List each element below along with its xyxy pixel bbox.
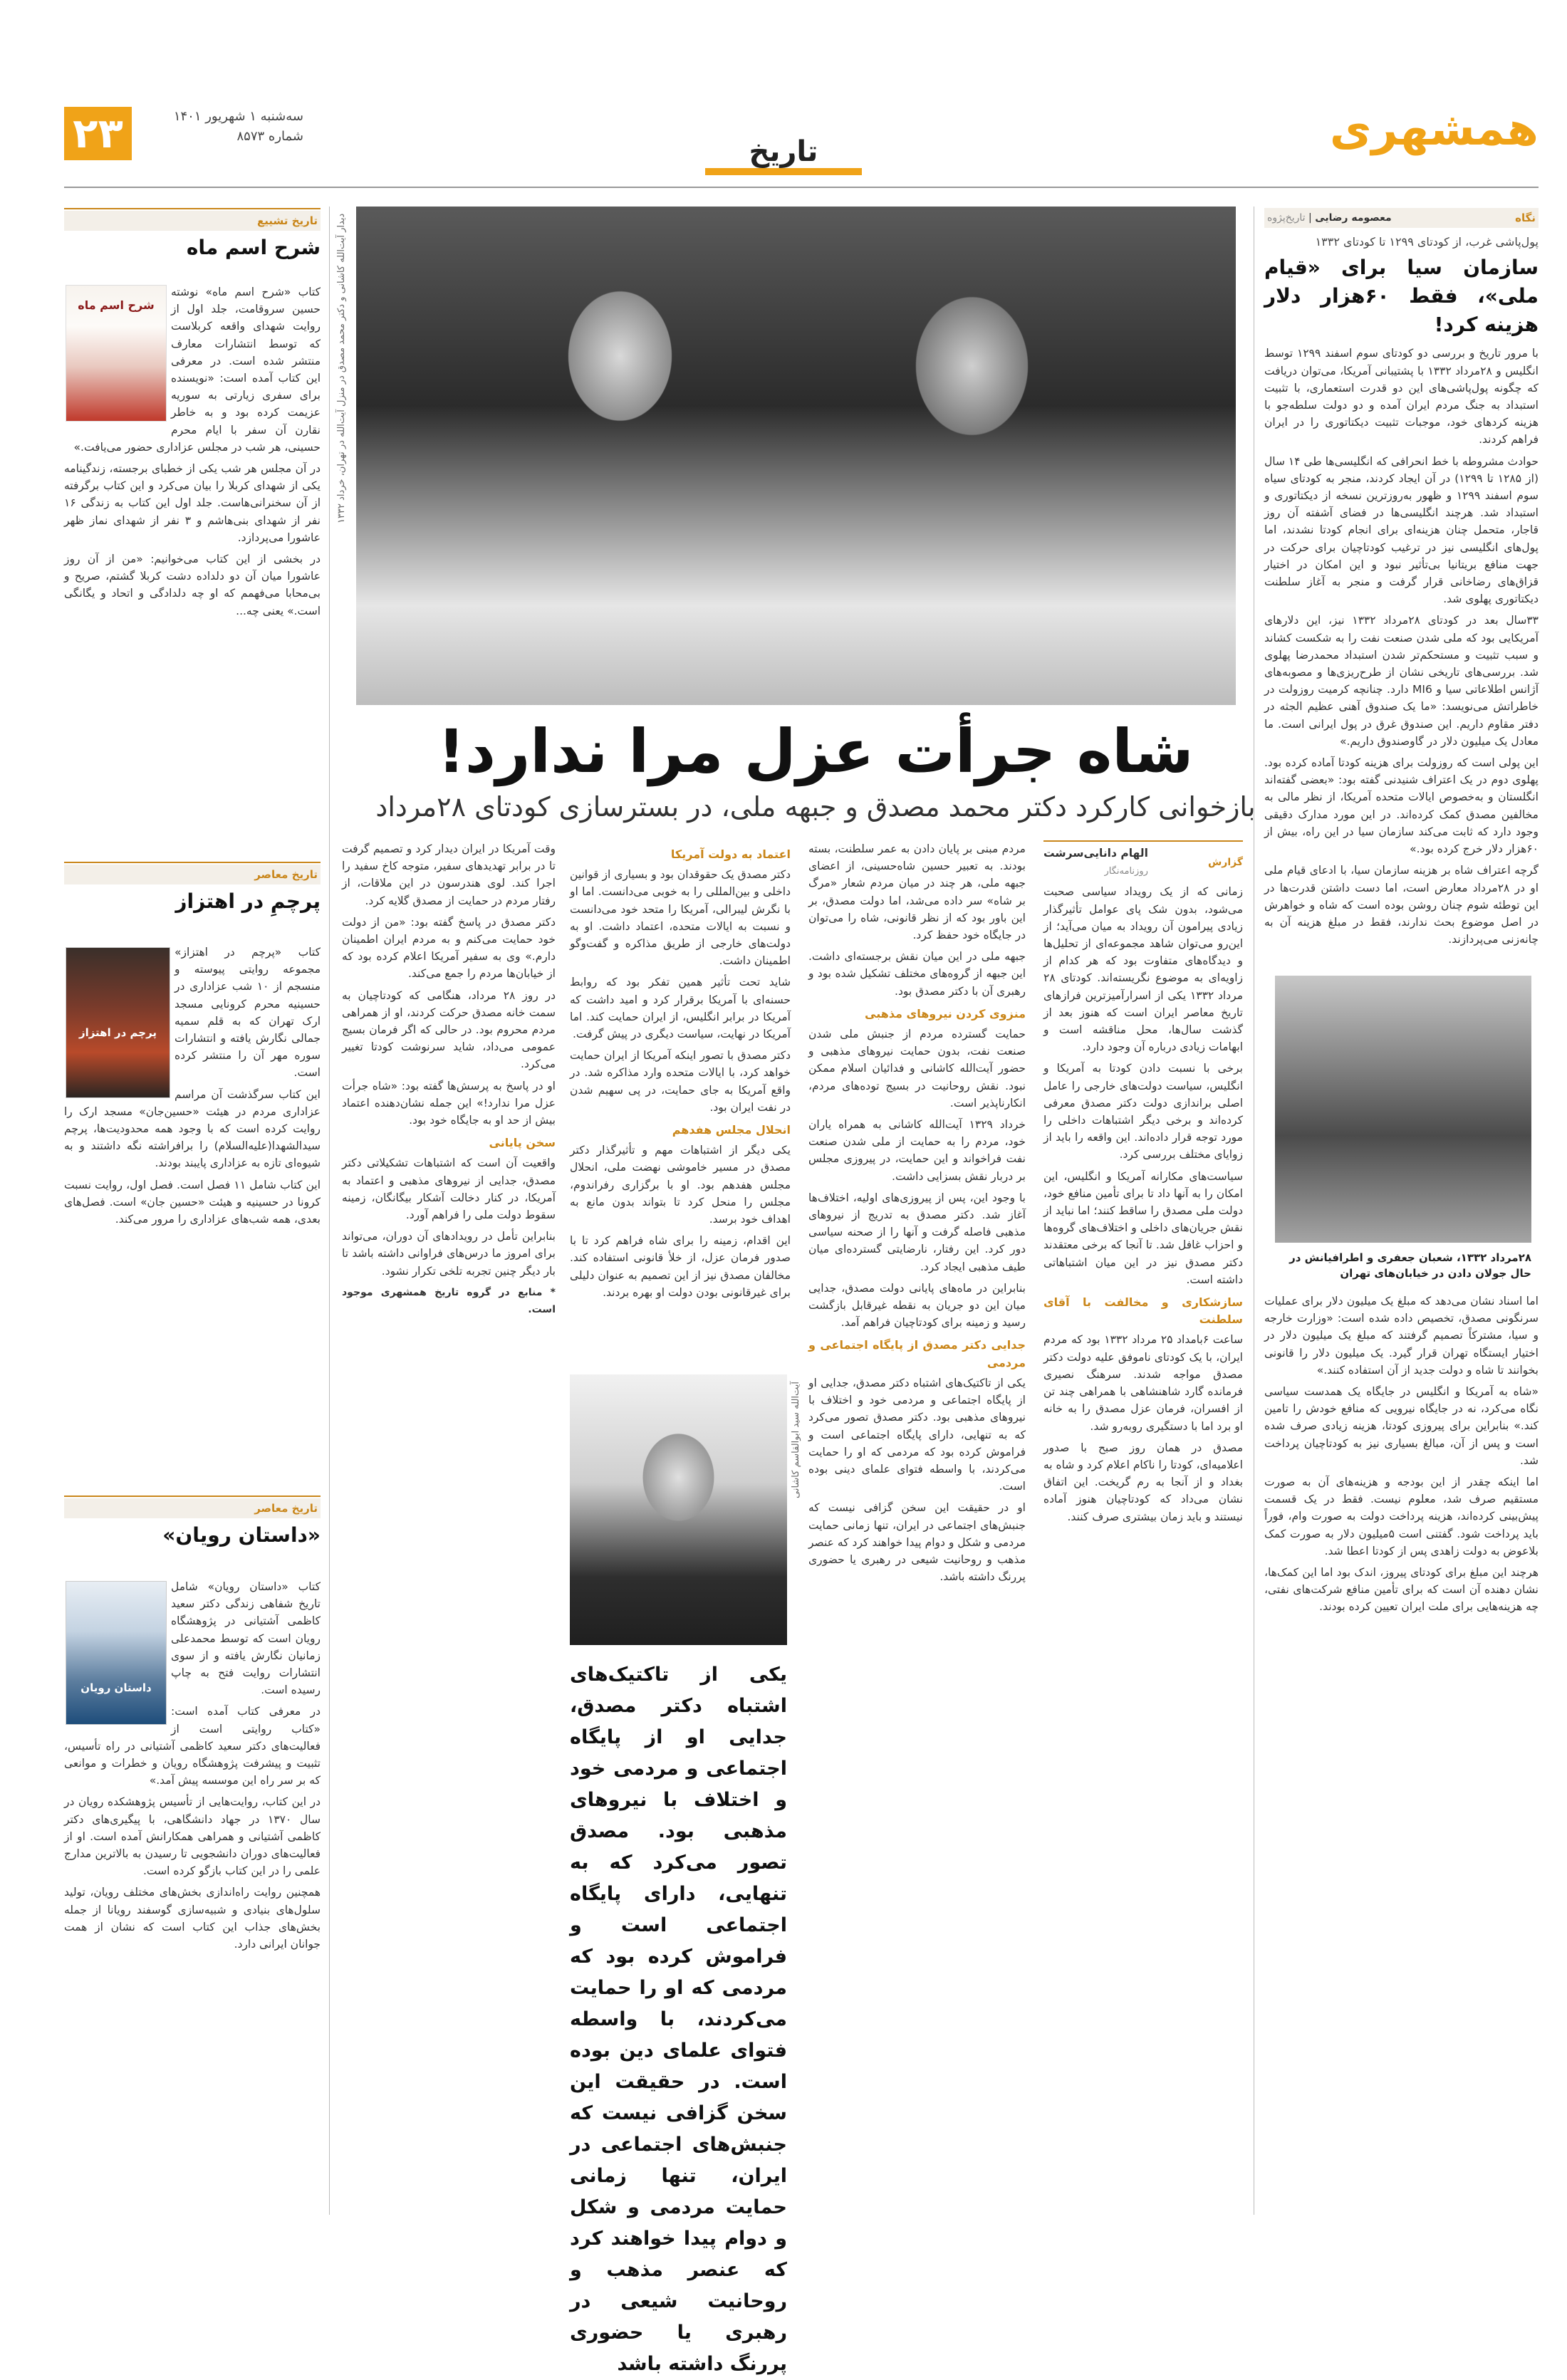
street-photo [1275, 976, 1531, 1243]
paragraph: سیاست‌های مکارانه آمریکا و انگلیس، این امکان را به آنها داد تا برای تأمین منافع خود، دولت ملی مصدق را ساقط کنند؛ اما نباید از نقش جریان‌های داخلی و اختلاف‌های گروه‌ها و احزاب غافل شد. تا آنجا که برخی معتقدند دکتر مصدق نیز در این میان اشتباهاتی داشته است. [1043, 1169, 1243, 1286]
rubric: تاریخ معاصر [64, 1498, 321, 1518]
subheading: منزوی کردن نیروهای مذهبی [865, 1006, 1026, 1021]
article-column-4 [342, 840, 556, 1322]
paragraph: در آن مجلس هر شب یکی از خطبای برجسته، زندگینامه یکی از شهدای کربلا را بیان می‌کرد و این کتاب برگرفته از آن سخنرانی‌هاست. جلد اول این کتاب به زندگی ۱۶ نفر از شهدای بنی‌هاشم و ۳ نفر از شهدای نماز ظهر عاشورا می‌پردازد. [64, 462, 321, 544]
paragraph: دکتر مصدق در پاسخ گفته بود: «من از دولت خود حمایت می‌کنم و به مردم ایران اطمینان دارم.» وی به سفیر آمریکا اعلام کرده بود که از خیابان‌ها مردم را جمع می‌کند. [342, 915, 556, 981]
main-headline: شاه جرأت عزل مرا ندارد! [437, 716, 1194, 786]
rubric: تاریخ تشییع [64, 211, 321, 231]
book-review [64, 1498, 321, 1555]
article-rubric: گزارش [1207, 857, 1243, 869]
headline: سازمان سیا برای «قیام ملی»، فقط ۶۰هزار دلار هزینه کرد! [1264, 256, 1539, 337]
article-meta [1264, 208, 1539, 228]
column-divider [329, 207, 330, 2215]
box-border [64, 1496, 321, 1497]
cover-title: شرح اسم ماه [78, 298, 155, 312]
paragraph: همچنین روایت راه‌اندازی بخش‌های مختلف رویان، تولید سلول‌های بنیادی و شبیه‌سازی گوسفند رویانا از جمله بخش‌های جذاب این کتاب است که نشان از همت جوانان ایرانی دارد. [64, 1886, 321, 1951]
page-number: ۲۳ [64, 107, 132, 160]
byline [1043, 845, 1148, 880]
footnote: * منابع در گروه تاریخ همشهری موجود است. [342, 1286, 556, 1316]
paragraph: مصدق در همان روز صبح با صدور اعلامیه‌ای، کودتا را ناکام اعلام کرد و شاه به بغداد و از آنجا به رم گریخت. این اتفاق نشان می‌داد که کودتاچیان هنوز آماده نیستند و باید زمان بیشتری صرف کنند. [1043, 1441, 1243, 1523]
paragraph: واقعیت آن است که اشتباهات تشکیلاتی دکتر مصدق، جدایی از نیروهای مذهبی و اعتماد به آمریکا، در کنار دخالت آشکار بیگانگان، زمینه سقوط دولت ملی را فراهم آورد. [342, 1157, 556, 1222]
paragraph: هرچند این مبلغ برای کودتای پیروز، اندک بود اما این کمک‌ها، نشان دهنده آن است که برای تأمین منافع شرکت‌های نفتی، چه هزینه‌هایی برای ملت ایران تعیین کرده بودند. [1264, 1566, 1539, 1614]
book-title: «داستان رویان» [162, 1523, 321, 1547]
paragraph: در این کتاب، روایت‌هایی از تأسیس پژوهشکده رویان در سال ۱۳۷۰ در جهاد دانشگاهی، با پیگیری‌های دکتر کاظمی آشتیانی و همراهی همکارانش آمده است. او از فعالیت‌های دوران دانشجویی تا رسیدن به بالاترین مدارج علمی را در این کتاب بازگو کرده است. [64, 1795, 321, 1878]
author: الهام دانایی‌سرشت [1043, 847, 1148, 860]
book-text [64, 283, 321, 624]
main-photo-caption: دیدار آیت‌الله کاشانی و دکتر محمد مصدق در منزل آیت‌الله در تهران، خرداد ۱۳۳۲ [336, 214, 347, 524]
right-column-continued [1264, 1293, 1539, 1620]
rubric: نگاه [1515, 212, 1536, 224]
paragraph: ساعت ۶بامداد ۲۵ مرداد ۱۳۳۲ بود که مردم ایران، با یک کودتای ناموفق علیه دولت دکتر مصدق مواجه شدند. سرهنگ نصیری فرمانده گارد شاهنشاهی با همراهی چند تن از افسران، فرمان عزل مصدق را به خانه او برد اما با دستگیری روبه‌رو شد. [1043, 1333, 1243, 1433]
paragraph: وقت آمریکا در ایران دیدار کرد و تصمیم گرفت تا در برابر تهدیدهای سفیر، متوجه کاخ سفید را اجرا کند. لوی هندرسون در این ملاقات، از رفتار مردم در حمایت از مصدق گلایه کرد. [342, 842, 556, 907]
kicker: پول‌پاشی غرب، از کودتای ۱۲۹۹ تا کودتای ۱۳۳۲ [1315, 235, 1539, 249]
logo [1329, 50, 1539, 157]
paragraph: حمایت گسترده مردم از جنبش ملی شدن صنعت نفت، بدون حمایت نیروهای مذهبی و حضور آیت‌الله کاشانی و فدائیان اسلام ممکن نبود. نقش روحانیت در بسیج توده‌های مردم، انکارناپذیر است. [808, 1028, 1026, 1110]
rubric: تاریخ معاصر [64, 865, 321, 884]
paragraph: در روز ۲۸ مرداد، هنگامی که کودتاچیان به سمت خانه مصدق حرکت کردند، او از همراهی مردم محروم بود. در حالی که اگر فرمان بسیج عمومی می‌داد، شاید سرنوشت کودتا تغییر می‌کرد. [342, 988, 556, 1071]
paragraph: دکتر مصدق با تصور اینکه آمریکا از ایران حمایت خواهد کرد، با ایالات متحده وارد مذاکره شد. در واقع آمریکا به جای حمایت، در پی سهیم شدن در نفت ایران بود. [570, 1049, 791, 1114]
author-role: روزنامه‌نگار [1104, 866, 1148, 877]
book-review [64, 865, 321, 922]
book-text [64, 1578, 321, 1957]
main-subheadline: بازخوانی کارکرد دکتر محمد مصدق و جبهه ملی، در بسترسازی کودتای ۲۸مرداد [375, 791, 1256, 823]
paragraph: ۳۳سال بعد در کودتای ۲۸مرداد ۱۳۳۲ نیز، این دلارهای آمریکایی بود که ملی شدن صنعت نفت را به شکست کشاند و سبب تثبیت و مستحکم‌تر شدن استبداد محمدرضا پهلوی شد. بررسی‌های تاریخی نشان از طرح‌ریزی‌ها و مصوبه‌های آژانس اطلاعاتی سیا و MI6 دارد. چنانچه کرمیت روزولت در خاطراتش می‌نویسد: «ما یک صندوق آهنی عظیم الجثه در دفتر مقاوم داریم. این صندوق غرق در پول ایرانی است. ما معادل یک میلیون دلار در گاوصندوق داریم.» [1264, 614, 1539, 748]
subheading: جدایی دکتر مصدق از پایگاه اجتماعی و مردمی [808, 1338, 1026, 1369]
paragraph: کتاب «داستان رویان» شامل تاریخ شفاهی زندگی دکتر سعید کاظمی آشتیانی در پژوهشگاه رویان است که توسط محمدعلی زمانیان نگارش یافته و از سوی انتشارات روایت فتح به چاپ رسیده است. [171, 1580, 321, 1697]
logo-text: همشهری [1329, 103, 1539, 156]
paragraph: با وجود این، پس از پیروزی‌های اولیه، اختلاف‌ها آغاز شد. دکتر مصدق به تدریج از نیروهای مذهبی فاصله گرفت و آنها را از صحنه سیاسی دور کرد. این رفتار، نارضایتی گسترده‌ای میان طیف مذهبی ایجاد کرد. [808, 1191, 1026, 1273]
article-column-3 [570, 840, 791, 1305]
paragraph: حوادث مشروطه با خط انحرافی که انگلیسی‌ها طی ۱۴ سال (از ۱۲۸۵ تا ۱۲۹۹) در آن ایجاد کردند، منجر به کودتای سیاه سوم اسفند ۱۲۹۹ و ظهور به‌روزترین نسخه از دیکتاتوری و استبداد شد. هرچند انگلیسی‌ها در فضای آشفته آن روز قاجار، متحمل چنان هزینه‌ای برای انجام کودتا نشدند، اما پول‌های انگلیسی نیز در ترغیب کودتاچیان برای حرکت در جهت منافع بریتانیا بی‌تأثیر نبود و این امکان در اختیار قزاق‌های رضاخانی قرار گرفت و منجر به آغاز سلطنت دیکتاتوری پهلوی شد. [1264, 454, 1539, 606]
right-column [1264, 208, 1539, 952]
main-photo [356, 207, 1236, 705]
paragraph: جبهه ملی در این میان نقش برجسته‌ای داشت. این جبهه از گروه‌های مختلف تشکیل شده بود و رهبری آن با دکتر مصدق بود. [808, 950, 1026, 998]
box-border [64, 208, 321, 209]
cover-spacer [64, 1578, 171, 1724]
photo-caption: ۲۸مرداد ۱۳۳۲، شعبان جعفری و اطرافیانش در حال جولان دادن در خیابان‌های تهران [1289, 1251, 1531, 1280]
paragraph: گرچه اعتراف شاه بر هزینه سازمان سیا، با ادعای قیام ملی او در ۲۸مرداد معارض است، اما دست داشتن قدرت‌ها در این توطئه شوم چنان روشن بوده است که شاه و خواهرش در اصل موضوع بحث ندارند، فقط در مبلغ هزینه آن به چانه‌زنی می‌پردازند. [1264, 864, 1539, 946]
paragraph: او در حقیقت این سخن گزافی نیست که جنبش‌های اجتماعی در ایران، تنها زمانی حمایت مردمی و شکل و دوام پیدا خواهند کرد که عنصر مذهب و روحانیت شیعی در رهبری یا حضوری پررنگ داشته باشد. [808, 1501, 1026, 1584]
book-title: پرچمِ در اهتزاز [175, 889, 321, 914]
byline-box [1043, 840, 1243, 883]
paragraph: این کتاب شامل ۱۱ فصل است. فصل اول، روایت نسبت کرونا در حسینیه و هیئت «حسین جان» است. فصل‌های بعدی، همه شب‌های عزاداری را مرور می‌کند. [64, 1178, 321, 1226]
paragraph: کتاب «پرچم در اهتزاز» مجموعه روایتی پیوسته و منسجم از ۱۰ شب عزاداری در حسینیه محرم کرونایی مسجد ارک تهران که به قلم سمیه جمالی نگارش یافته و انتشارات سوره مهر آن را منتشر کرده است. [175, 946, 321, 1080]
paragraph: برخی با نسبت دادن کودتا به آمریکا و انگلیس، سیاست دولت‌های خارجی را عامل اصلی براندازی دولت دکتر مصدق معرفی کرده‌اند و برخی دیگر اشتباهات داخلی را مورد توجه قرار داده‌اند. این واقعه را باید از زوایای مختلف بررسی کرد. [1043, 1062, 1243, 1162]
date-block [140, 107, 303, 147]
cover-title: داستان رویان [80, 1681, 152, 1694]
paragraph: شاید تحت تأثیر همین تفکر بود که روابط حسنه‌ای با آمریکا برقرار کرد و امید داشت که آمریکا در برابر انگلیس، از ایران حمایت کند. اما آمریکا در نهایت، سیاست دیگری در پیش گرفت. [570, 976, 791, 1041]
section-title: تاریخ [749, 135, 818, 168]
paragraph: دکتر مصدق یک حقوقدان بود و بسیاری از قوانین داخلی و بین‌المللی را به خوبی می‌دانست. اما او با نگرش لیبرالی، آمریکا را متحد خود می‌دانست و نسبت به ایالات متحده، اعتماد داشت. او به دولت‌های خارجی از طریق مذاکره و گفت‌وگو اطمینان داشت. [570, 868, 791, 968]
subheading: سازشکاری و مخالفت با آقای سلطنت [1043, 1295, 1243, 1327]
masthead-divider [64, 187, 1539, 188]
paragraph: مردم مبنی بر پایان دادن به عمر سلطنت، بسته بودند. به تعبیر حسین شاه‌حسینی، از اعضای جبهه ملی، هر چند در میان مردم شعار «مرگ بر شاه» سر داده می‌شد، اما دولت مصدق، بر این باور بود که از نظر قانونی، شاه را می‌توان در جایگاه خود حفظ کرد. [808, 842, 1026, 942]
author-role: تاریخ‌پژوه [1267, 212, 1306, 224]
byline: معصومه رضایی | تاریخ‌پژوه [1267, 212, 1392, 224]
paragraph: اما اسناد نشان می‌دهد که مبلغ یک میلیون دلار برای عملیات سرنگونی مصدق، تخصیص داده شده است: «وزارت خارجه و سیا، مشترکاً تصمیم گرفتند که مبلغ یک میلیون دلار در اختیار ایستگاه تهران قرار گیرد. یک میلیون دلار را قانونی بخوانند تا شاه و دولت جدید از آن استفاده کنند.» [1264, 1295, 1539, 1377]
subheading: سخن پایانی [489, 1136, 556, 1150]
paragraph: این اقدام، زمینه را برای شاه فراهم کرد تا با صدور فرمان عزل، از خلأ قانونی استفاده کند. مخالفان مصدق نیز از این تصمیم به عنوان دلیلی برای غیرقانونی بودن دولت او بهره بردند. [570, 1234, 791, 1299]
article-column-1 [1043, 840, 1243, 1530]
book-title: شرح اسم ماه [186, 236, 321, 260]
paragraph: کتاب «شرح اسم ماه» نوشته حسین سروقامت، جلد اول از روایت شهدای واقعه کربلاست که توسط انتشارات معارف منتشر شده است. در معرفی این کتاب آمده است: «نویسنده برای سفری زیارتی به سوریه عزیمت کرده بود و به خاطر نقارن آن سفر با ایام محرم حسینی، هر شب در مجلس عزاداری حضور می‌یافت.» [73, 286, 321, 454]
cover-title: پرچم در اهتزاز [78, 1026, 157, 1039]
box-border [64, 862, 321, 863]
paragraph: یکی از تاکتیک‌های اشتباه دکتر مصدق، جدایی او از پایگاه اجتماعی و مردمی خود و اختلاف با نیروهای مذهبی بود. دکتر مصدق تصور می‌کرد که به تنهایی، دارای پایگاه اجتماعی است و فراموش کرده بود که مردمی که او را حمایت می‌کردند، با واسطه فتوای علمای دینی بوده است. [808, 1376, 1026, 1493]
issue-date: سه‌شنبه ۱ شهریور ۱۴۰۱ [173, 109, 303, 124]
paragraph: بنابراین در ماه‌های پایانی دولت مصدق، جدایی میان این دو جریان به نقطه غیرقابل بازگشت رسید و زمینه برای کودتاچیان فراهم آمد. [808, 1281, 1026, 1330]
cover-spacer [64, 944, 175, 1097]
kashani-portrait [570, 1374, 787, 1645]
section-underline [705, 168, 862, 175]
subheading: اعتماد به دولت آمریکا [670, 847, 791, 861]
paragraph: در معرفی کتاب آمده است: «کتاب روایتی است از فعالیت‌های دکتر سعید کاظمی آشتیانی در راه تأسیس، تثبیت و پیشرفت پژوهشگاه رویان و خطرات و موانعی که بر سر راه این موسسه پیش آمد.» [64, 1705, 321, 1787]
article-column-2 [808, 840, 1026, 1590]
paragraph: خرداد ۱۳۲۹ آیت‌الله کاشانی به همراه یاران خود، مردم را به حمایت از ملی شدن صنعت نفت فراخواند و این حمایت، در پیروزی مجلس بر دربار نقش بسزایی داشت. [808, 1118, 1026, 1183]
paragraph: «شاه به آمریکا و انگلیس در جایگاه یک همدست سیاسی نگاه می‌کرد، نه در جایگاه نیرویی که منافع خودش را تامین کند.» بنابراین برای پیروزی کودتا، هزینه زیادی صرف شده است و پس از آن، مبالغ بسیاری نیز به کودتاچیان پرداخت شد. [1264, 1385, 1539, 1467]
author: معصومه رضایی [1315, 212, 1392, 224]
paragraph: زمانی که از یک رویداد سیاسی صحبت می‌شود، بدون شک پای عوامل تأثیرگذار زیادی پیرامون آن رویداد به میان می‌آید؛ از این‌رو می‌توان شاهد مجموعه‌ای از تحلیل‌ها و دیدگاه‌های متفاوت بود که هر کدام از زاویه‌ای به موضوع نگریسته‌اند. کودتای ۲۸ مرداد ۱۳۳۲ یکی از اسرارآمیزترین فرازهای تاریخ معاصر ایران است که هنوز بعد از گذشت سال‌ها، محل مناقشه است و ابهامات زیادی درباره آن وجود دارد. [1043, 885, 1243, 1054]
issue-number: شماره ۸۵۷۳ [236, 129, 303, 144]
portrait-caption: آیت‌الله سید ابوالقاسم کاشانی [791, 1382, 801, 1498]
pullquote: یکی از تاکتیک‌های اشتباه دکتر مصدق، جدایی او از پایگاه اجتماعی و مردمی خود و اختلاف با نیروهای مذهبی بود. مصدق تصور می‌کرد که به تنهایی، دارای پایگاه اجتماعی است و فراموش کرده بود که مردمی که او را حمایت می‌کردند، با واسطه فتوای علمای دین بوده است. در حقیقت این سخن گزافی نیست که جنبش‌های اجتماعی در ایران، تنها زمانی حمایت مردمی و شکل و دوام پیدا خواهند کرد که عنصر مذهب و روحانیت شیعی در رهبری یا حضوری پررنگ داشته باشد [570, 1664, 787, 2375]
subheading: انحلال مجلس هفدهم [672, 1123, 791, 1137]
paragraph: این پولی است که روزولت برای هزینه کودتا آماده کرده بود. پهلوی دوم در یک اعتراف شنیدنی گفته بود: «بعضی گفته‌اند انگلستان و به‌خصوص ایالات متحده آمریکا، از نظر مالی به مخالفین مصدق کمک کرده‌اند. در این مورد مدارک دقیقی وجود دارد که ثابت می‌کند سازمان سیا در این راه، بیش از ۶۰هزار دلار خرج کرده بود.» [1264, 756, 1539, 856]
paragraph: یکی دیگر از اشتباهات مهم و تأثیرگذار دکتر مصدق در مسیر خاموشی نهضت ملی، انحلال مجلس هفدهم بود. او با برگزاری رفراندوم، مجلس را منحل کرد تا بتواند بدون مانع به اهداف خود برسد. [570, 1144, 791, 1226]
paragraph: اما اینکه چقدر از این بودجه و هزینه‌های آن به صورت مستقیم صرف شد، معلوم نیست. فقط در یک قسمت پیش‌بینی کرده‌اند، هزینه پرداخت دولت به صورت وام، فوراً باید پرداخت شود. گفتنی است ۵میلیون دلار به صورت کمک بلاعوض به دولت زاهدی پس از کودتا اعطا شد. [1264, 1476, 1539, 1557]
paragraph: او در پاسخ به پرسش‌ها گفته بود: «شاه جرأت عزل مرا ندارد!» این جمله نشان‌دهنده اعتماد بیش از حد او به جایگاه خود بود. [342, 1079, 556, 1127]
paragraph: با مرور تاریخ و بررسی دو کودتای سوم اسفند ۱۲۹۹ توسط انگلیس و ۲۸مرداد ۱۳۳۲ با پشتیبانی آمریکا، می‌توان دریافت که چگونه پول‌پاشی‌های این دو قدرت استعماری، با تثبیت استبداد به جنگ مردم ایران آمده و دو دولت سلطه‌جو با هزینه کردهای خود، موجبات تثبیت دیکتاتوری را در ایران فراهم کردند. [1264, 347, 1539, 447]
paragraph: در بخشی از این کتاب می‌خوانیم: «من از آن روز عاشورا میان آن دو دلداده دشت کربلا گشتم، صریح و بی‌محابا می‌فهمم که او چه دلدادگی و اتحاد و یگانگی است.» یعنی چه... [64, 553, 321, 617]
book-review [64, 211, 321, 268]
paragraph: این کتاب سرگذشت آن مراسم عزاداری مردم در هیئت «حسین‌جان» مسجد ارک را روایت کرده است که با وجود همه محدودیت‌ها، پرچم سیدالشهدا(علیه‌السلام) را برافراشته نگه داشتند و به شیوه‌ای تازه به عزاداری پایبند بودند. [64, 1087, 321, 1170]
cover-spacer [64, 283, 171, 422]
paragraph: بنابراین تأمل در رویدادهای آن دوران، می‌تواند برای امروز ما درس‌های فراوانی داشته باشد تا بار دیگر چنین تجربه تلخی تکرار نشود. [342, 1230, 556, 1278]
book-text [64, 944, 321, 1232]
